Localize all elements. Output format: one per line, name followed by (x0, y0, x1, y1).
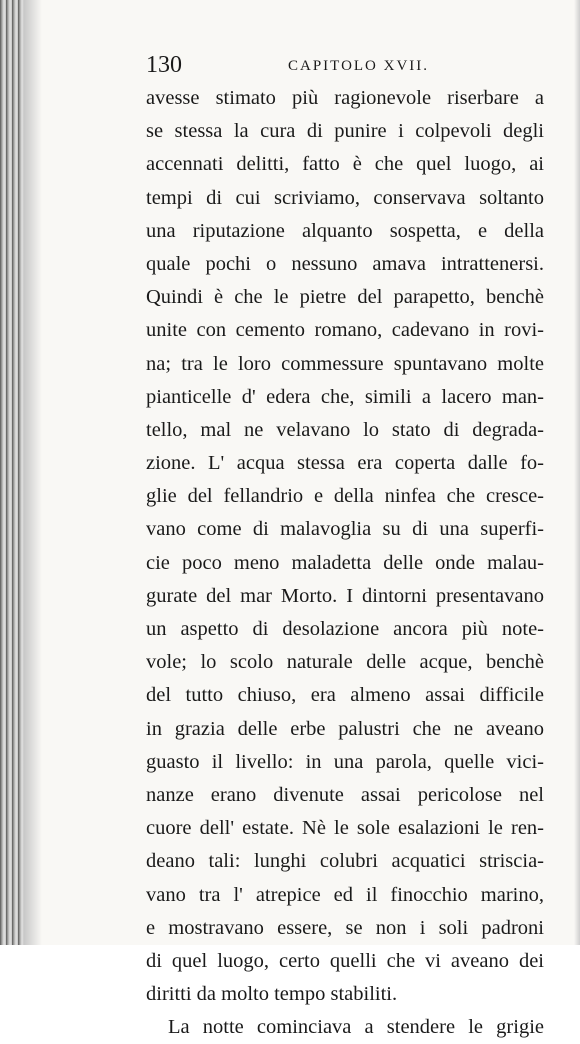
paragraph-start-line: La notte cominciava a stendere le grigie (168, 1016, 544, 1039)
text-line: zione. L' acqua stessa era coperta dalle fo- (146, 452, 544, 475)
text-line: avesse stimato più ragionevole riserbare a (146, 87, 544, 109)
text-line: tello, mal ne velavano lo stato di degrada- (146, 418, 544, 441)
text-line: deano tali: lunghi colubri acquatici striscia- (146, 850, 544, 873)
text-line: di quel luogo, certo quelli che vi aveano dei (146, 949, 544, 972)
text-line: glie del fellandrio e della ninfea che cresce- (146, 485, 544, 508)
book-gutter (0, 0, 24, 945)
text-line: tempi di cui scriviamo, conservava soltanto (146, 186, 544, 209)
text-line: cie poco meno maladetta delle onde malau- (146, 551, 544, 574)
text-line: accennati delitti, fatto è che quel luogo, ai (146, 153, 544, 176)
gutter-shadow (24, 0, 42, 945)
running-head: CAPITOLO XVII. (288, 58, 430, 74)
text-line: vano tra l' atrepice ed il finocchio marino, (146, 883, 544, 906)
text-line: Quindi è che le pietre del parapetto, benchè (146, 286, 544, 309)
text-line: pianticelle d' edera che, simili a lacero man- (146, 385, 544, 408)
body-text (146, 82, 544, 1044)
page-header (146, 52, 544, 86)
text-line: na; tra le loro commessure spuntavano molte (146, 352, 544, 375)
text-line: nanze erano divenute assai pericolose nel (146, 783, 544, 806)
text-line: cuore dell' estate. Nè le sole esalazioni le ren- (146, 817, 544, 840)
text-line: una riputazione alquanto sospetta, e della (146, 219, 544, 242)
text-line: quale pochi o nessuno amava intrattenersi. (146, 252, 544, 275)
text-line: vole; lo scolo naturale delle acque, benchè (146, 651, 544, 674)
text-line: se stessa la cura di punire i colpevoli degli (146, 120, 544, 143)
text-line: e mostravano essere, se non i soli padroni (146, 916, 544, 939)
text-line: vano come di malavoglia su di una superfi- (146, 518, 544, 541)
page-number: 130 (146, 52, 182, 78)
text-line: un aspetto di desolazione ancora più note- (146, 618, 544, 640)
text-line: diritti da molto tempo stabiliti. (146, 983, 398, 1006)
text-line: in grazia delle erbe palustri che ne aveano (146, 717, 544, 740)
text-line: gurate del mar Morto. I dintorni presentavano (146, 584, 544, 607)
page-edge (574, 0, 580, 945)
text-line: guasto il livello: in una parola, quelle vici- (146, 750, 544, 773)
text-line: unite con cemento romano, cadevano in rovi- (146, 319, 544, 342)
text-line: del tutto chiuso, era almeno assai difficile (146, 684, 544, 707)
